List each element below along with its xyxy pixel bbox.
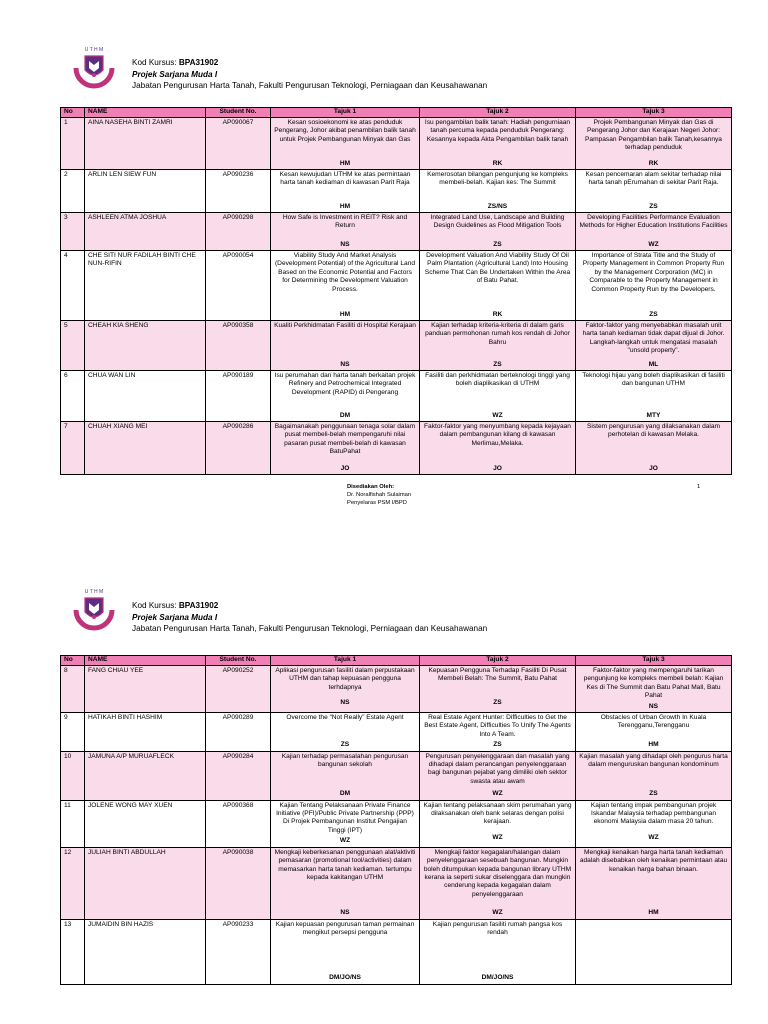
tajuk-3-cell	[576, 118, 732, 170]
student-name: CHEAH KIA SHENG	[85, 321, 206, 371]
col-header-tajuk-2: Tajuk 2	[420, 108, 576, 118]
col-header-tajuk-1: Tajuk 1	[271, 108, 420, 118]
student-name: JOLENE WONG MAY XUEN	[85, 800, 206, 847]
tajuk-3-cell	[576, 422, 732, 475]
student-number: AP090284	[206, 751, 271, 800]
page-number: 1	[697, 484, 701, 490]
student-name: CHUA WAN LIN	[85, 371, 206, 422]
tajuk-3-title: Sistem pengurusan yang dilaksanakan dalam perhotelan di kawasan Melaka.	[586, 423, 721, 439]
student-name: AINA NASEHA BINTI ZAMRI	[85, 118, 206, 170]
tajuk-1-cell	[271, 847, 420, 919]
course-code-line: Kod Kursus: BPA31902	[132, 601, 219, 610]
supervisor-code: NS	[340, 698, 350, 706]
document-header	[132, 57, 487, 92]
supervisor-code: ZS	[649, 202, 658, 210]
student-name: JUMAIDIN BIN HAZIS	[85, 919, 206, 984]
tajuk-1-title: Isu perumahan dan harta tanah berkaitan projek Refinery and Petrochemical Integrated Development (RAPID) di Pengerang	[274, 372, 416, 396]
tajuk-1-cell	[271, 213, 420, 251]
tajuk-1-cell	[271, 800, 420, 847]
tajuk-1-title: Mengkaji keberkesanan penggunaan alat/aktiviti pemasaran (promotional tool/activities) dalam memasarkan harta tanah kediaman. tertumpu kepada kakitangan UTHM	[274, 848, 416, 881]
supervisor-code: WZ	[492, 834, 503, 842]
tajuk-1-title: Kajian terhadap permasalahan pengurusan bangunan sekolah	[281, 752, 409, 769]
tajuk-2-cell	[420, 118, 576, 170]
row-number: 13	[61, 919, 85, 984]
uthm-logo	[68, 42, 120, 94]
supervisor-code: RK	[648, 159, 659, 167]
table-row	[61, 666, 732, 713]
tajuk-1-cell	[271, 371, 420, 422]
tajuk-2-cell	[420, 321, 576, 371]
tajuk-2-title: Faktor-faktor yang menyumbang kepada kejayaan dalam pembangunan kilang di kawasan Merlimau,Melaka.	[424, 423, 571, 447]
tajuk-3-cell	[576, 213, 732, 251]
row-number: 5	[61, 321, 85, 371]
student-name: HATIKAH BINTI HASHIM	[85, 713, 206, 752]
tajuk-2-cell	[420, 213, 576, 251]
col-header-name: NAME	[85, 656, 206, 666]
tajuk-3-title: Faktor-faktor yang menyebabkan masalah unit harta tanah kediaman tidak dapat dijual di Johor. Langkah-langkah untuk mengatasi masalah "unsold property".	[582, 322, 725, 355]
student-number: AP090233	[206, 919, 271, 984]
supervisor-code: DM/JO/NS	[481, 974, 514, 982]
supervisor-code: ZS	[493, 240, 502, 248]
table-row	[61, 251, 732, 321]
tajuk-3-cell	[576, 751, 732, 800]
course-name: Projek Sarjana Muda I	[132, 69, 218, 79]
supervisor-code: ML	[648, 360, 659, 368]
supervisor-code: NS	[340, 909, 350, 917]
tajuk-2-cell	[420, 919, 576, 984]
document-header	[132, 600, 487, 635]
table-header-row	[61, 656, 732, 666]
col-header-tajuk-2: Tajuk 2	[420, 656, 576, 666]
tajuk-2-title: Real Estate Agent Hunter: Difficulties to Get the Best Estate Agent, Difficulties To Unify The Agents Into A Team.	[424, 714, 571, 738]
col-header-name: NAME	[85, 108, 206, 118]
department-name: Jabatan Pengurusan Harta Tanah, Fakulti Pengurusan Teknologi, Perniagaan dan Keusahawanan	[132, 81, 488, 90]
preparer-role: Penyelaras PSM I/BPD	[347, 500, 407, 506]
svg-text:U T H M: U T H M	[84, 47, 104, 53]
tajuk-3-title: Developing Facilities Performance Evaluation Methods for Higher Education Institutions Facilities	[579, 214, 728, 230]
table-row	[61, 847, 732, 919]
tajuk-2-cell	[420, 251, 576, 321]
supervisor-code: ZS/NS	[487, 202, 508, 210]
supervisor-code: ZS	[340, 740, 350, 748]
supervisor-code: WZ	[648, 834, 659, 842]
tajuk-2-title: Integrated Land Use, Landscape and Building Design Guidelines as Flood Mitigation Tools	[430, 214, 565, 230]
tajuk-3-cell	[576, 919, 732, 984]
tajuk-3-cell	[576, 371, 732, 422]
supervisor-code: ZS	[493, 698, 502, 706]
tajuk-3-title: Kesan pencemaran alam sekitar terhadap nilai harta tanah pErumahan di sekitar Parit Raja.	[585, 171, 722, 187]
tajuk-1-title: Kajian Tentang Pelaksanaan Private Finance Initiative (PFI)/Public Private Partnership (PPP) Di Projek Pembangunan Institut Pengajian Tinggi (IPT)	[276, 801, 414, 834]
course-name: Projek Sarjana Muda I	[132, 612, 218, 622]
tajuk-1-cell	[271, 170, 420, 213]
tajuk-3-cell	[576, 847, 732, 919]
table-row	[61, 919, 732, 984]
tajuk-1-title: Bagaimanakah penggunaan tenaga solar dalam pusat membeli-belah mempengaruhi nilai pasaran pusat membeli-belah di kawasan BatuPahat	[274, 423, 416, 456]
tajuk-1-title: Viability Study And Market Analysis (Development Potential) of the Agricultural Land Based on the Economic Potential and Factors for Determining the Development Valuation Process.	[274, 252, 415, 293]
tajuk-2-title: Pengurusan penyelenggaraan dan masalah yang dihadapi dalam perancangan penyelenggaraan bagi bangunan pejabat yang dimiliki oleh sektor swasta atau awam	[425, 752, 570, 785]
table-row	[61, 170, 732, 213]
row-number: 7	[61, 422, 85, 475]
prepared-by-block	[347, 483, 411, 507]
tajuk-1-title: Overcome the “Not Really” Estate Agent	[286, 714, 404, 722]
department-name: Jabatan Pengurusan Harta Tanah, Fakulti Pengurusan Teknologi, Perniagaan dan Keusahawanan	[132, 624, 488, 633]
prepared-by-label: Disediakan Oleh:	[347, 484, 395, 490]
col-header-no: No	[61, 656, 85, 666]
tajuk-2-cell	[420, 751, 576, 800]
student-number: AP090054	[206, 251, 271, 321]
tajuk-2-cell	[420, 666, 576, 713]
tajuk-1-cell	[271, 118, 420, 170]
student-number: AP090038	[206, 847, 271, 919]
preparer-name: Dr. Noralfishah Sulaiman	[347, 492, 412, 498]
tajuk-1-title: Aplikasi pengurusan fasiliti dalam perpustakaan UTHM dan tahap kepuasan pengguna terhdapnya	[275, 667, 415, 691]
tajuk-1-cell	[271, 751, 420, 800]
tajuk-2-title: Kajian terhadap kriteria-kriteria di dalam garis panduan permohonan rumah kos rendah di Johor Bahru	[425, 322, 570, 346]
student-number: AP090236	[206, 170, 271, 213]
supervisor-code: WZ	[339, 837, 351, 845]
tajuk-2-cell	[420, 422, 576, 475]
tajuk-1-title: Kesan sosioekonomi ke atas penduduk Pengerang, Johor akibat penambilan balik tanah untuk Projek Pembangunan Minyak dan Gas	[274, 119, 416, 143]
student-number: AP090358	[206, 321, 271, 371]
student-number: AP090067	[206, 118, 271, 170]
row-number: 11	[61, 800, 85, 847]
tajuk-3-title: Obstacles of Urban Growth In Kuala Terengganu,Terengganu	[600, 714, 707, 730]
student-name: ARLIN LEN SIEW FUN	[85, 170, 206, 213]
student-name: JAMUNA A/P MURUAFLECK	[85, 751, 206, 800]
tajuk-2-title: Fasiliti dan perkhidmatan berteknologi tinggi yang boleh diaplikasikan di UTHM	[425, 372, 570, 388]
tajuk-1-title: Kajian kepuasan pengurusan taman permainan mengikut persepsi pengguna	[275, 920, 415, 937]
tajuk-3-cell	[576, 666, 732, 713]
row-number: 6	[61, 371, 85, 422]
tajuk-2-cell	[420, 170, 576, 213]
tajuk-2-title: Kepuasan Pengguna Terhadap Fasiliti Di Pusat Membeli Belah: The Summit, Batu Pahat	[428, 667, 567, 683]
tajuk-3-title: Faktor-faktor yang mempengaruhi tarikan pengunjung ke kompleks membeli belah: Kajian Kes di The Summit dan Batu Pahat Mall, Batu Pahat	[583, 667, 724, 700]
tajuk-3-title: Mengkaji kenaikan harga harta tanah kediaman adalah disebabkan oleh kenaikan permintaan atau kenaikan harga bahan binaan.	[579, 848, 728, 873]
tajuk-2-cell	[420, 847, 576, 919]
col-header-no: No	[61, 108, 85, 118]
tajuk-3-cell	[576, 713, 732, 752]
row-number: 2	[61, 170, 85, 213]
table-row	[61, 321, 732, 371]
supervisor-code: WZ	[648, 240, 659, 248]
tajuk-1-cell	[271, 919, 420, 984]
table-body	[61, 118, 732, 475]
table-row	[61, 213, 732, 251]
tajuk-2-title: Kajian tentang pelaksanaan skim perumahan yang dilaksanakan oleh bank selaras dengan polisi kerajaan.	[423, 801, 572, 826]
tajuk-2-title: Isu pengambilan balik tanah: Hadiah pengurniaan tanah percuma kepada penduduk Pengerang: Kesannya kepada Akta Pengambilan balik tanah	[424, 119, 571, 143]
tajuk-2-title: Mengkaji faktor kegagalan/halangan dalam penyelenggaraan sesebuah bangunan. Mungkin boleh ditumpukan kepada bangunan library UTHM kerana ia seperti sukar diselenggara dan mungkin cenderung kepada kegagalan dalam penyelenggaraan	[423, 848, 572, 898]
row-number: 1	[61, 118, 85, 170]
table-row	[61, 713, 732, 752]
table-row	[61, 800, 732, 847]
tajuk-3-title: Teknologi hijau yang boleh diaplikasikan di fasiliti dan bangunan UTHM	[582, 372, 725, 388]
tajuk-1-cell	[271, 321, 420, 371]
row-number: 3	[61, 213, 85, 251]
tajuk-2-title: Kemerosotan bilangan pengunjung ke kompleks membeli-belah. Kajian kes: The Summit	[427, 171, 568, 187]
student-name: ASHLEEN ATMA JOSHUA	[85, 213, 206, 251]
tajuk-3-cell	[576, 251, 732, 321]
topics-table-1	[60, 107, 732, 475]
row-number: 4	[61, 251, 85, 321]
tajuk-1-title: How Safe is Investment in REIT? Risk and Return	[282, 214, 408, 230]
row-number: 10	[61, 751, 85, 800]
student-number: AP090189	[206, 371, 271, 422]
student-number: AP090286	[206, 422, 271, 475]
supervisor-code: NS	[648, 702, 659, 710]
col-header-tajuk-3: Tajuk 3	[576, 108, 732, 118]
supervisor-code: NS	[340, 240, 350, 248]
tajuk-1-cell	[271, 713, 420, 752]
supervisor-code: MTY	[646, 411, 661, 419]
course-code-line: Kod Kursus: BPA31902	[132, 58, 219, 67]
table-body	[61, 666, 732, 985]
supervisor-code: DM/JO/NS	[329, 974, 361, 982]
tajuk-2-cell	[420, 371, 576, 422]
student-name: JULIAH BINTI ABDULLAH	[85, 847, 206, 919]
table-row	[61, 371, 732, 422]
table-row	[61, 118, 732, 170]
tajuk-3-cell	[576, 800, 732, 847]
tajuk-3-cell	[576, 170, 732, 213]
col-header-tajuk-1: Tajuk 1	[271, 656, 420, 666]
supervisor-code: RK	[492, 159, 503, 167]
student-name: CHUAH XIANG MEI	[85, 422, 206, 475]
tajuk-3-title: Importance of Strata Title and the Study of Property Management in Common Property Run by the Management Corporation (MC) in Comparable to the Property Management in Common Property Run by the Developers.	[582, 252, 725, 293]
student-number: AP090298	[206, 213, 271, 251]
student-number: AP090368	[206, 800, 271, 847]
supervisor-code: WZ	[492, 909, 503, 917]
supervisor-code: DM	[339, 411, 351, 419]
student-number: AP090289	[206, 713, 271, 752]
col-header-student-no: Student No.	[206, 108, 271, 118]
supervisor-code: ZS	[493, 360, 502, 368]
row-number: 9	[61, 713, 85, 752]
tajuk-1-cell	[271, 666, 420, 713]
supervisor-code: HM	[648, 909, 659, 917]
supervisor-code: JO	[340, 464, 350, 472]
supervisor-code: JO	[649, 464, 658, 472]
student-name: FANG CHIAU YEE	[85, 666, 206, 713]
supervisor-code: JO	[493, 464, 502, 472]
table-header-row	[61, 108, 732, 118]
supervisor-code: ZS	[493, 741, 502, 749]
tajuk-2-cell	[420, 800, 576, 847]
col-header-tajuk-3: Tajuk 3	[576, 656, 732, 666]
supervisor-code: WZ	[492, 790, 503, 798]
tajuk-3-title: Kajian masalah yang dihadapi oleh pengurus harta dalam menguruskan bangunan kondominum	[579, 752, 728, 769]
supervisor-code: NS	[340, 360, 350, 368]
row-number: 8	[61, 666, 85, 713]
tajuk-3-title: Projek Pembangunan Minyak dan Gas di Pengerang Johor dan Kerajaan Negeri Johor: Pampasan Pengambilan balik Tanah,kesannya terhadap penduduk	[585, 119, 722, 152]
tajuk-3-cell	[576, 321, 732, 371]
tajuk-3-title: Kajian tentang impak pembangunan projek Iskandar Malaysia terhadap pembangunan ekonomi Malaysia dalam masa 20 tahun.	[590, 801, 717, 826]
tajuk-1-cell	[271, 422, 420, 475]
supervisor-code: DM	[339, 790, 351, 798]
uthm-logo	[68, 584, 120, 636]
supervisor-code: ZS	[649, 790, 658, 798]
supervisor-code: RK	[492, 310, 503, 318]
col-header-student-no: Student No.	[206, 656, 271, 666]
topics-table-2	[60, 655, 732, 985]
tajuk-2-title: Development Valuation And Viability Study Of Oil Palm Plantation (Agricultural Land) Into Housing Scheme That Can Be Undertaken Within the Area of Batu Pahat.	[424, 252, 571, 285]
supervisor-code: HM	[339, 310, 351, 318]
supervisor-code: ZS	[649, 310, 658, 318]
row-number: 12	[61, 847, 85, 919]
tajuk-1-title: Kualiti Perkhidmatan Fasiliti di Hospital Kerajaan	[274, 322, 416, 329]
supervisor-code: WZ	[492, 411, 503, 419]
svg-text:U T H M: U T H M	[84, 589, 104, 595]
student-name: CHE SITI NUR FADILAH BINTI CHE NUN-RIFIN	[85, 251, 206, 321]
tajuk-2-cell	[420, 713, 576, 752]
tajuk-2-title: Kajian pengurusan fasiliti rumah pangsa kos rendah	[432, 920, 563, 937]
tajuk-1-cell	[271, 251, 420, 321]
table-row	[61, 422, 732, 475]
supervisor-code: HM	[339, 159, 351, 167]
table-row	[61, 751, 732, 800]
student-number: AP090252	[206, 666, 271, 713]
tajuk-1-title: Kesan kewujudan UTHM ke atas permintaan harta tanah kediaman di kawasan Parit Raja	[279, 171, 411, 187]
supervisor-code: HM	[339, 202, 351, 210]
supervisor-code: HM	[648, 740, 659, 748]
